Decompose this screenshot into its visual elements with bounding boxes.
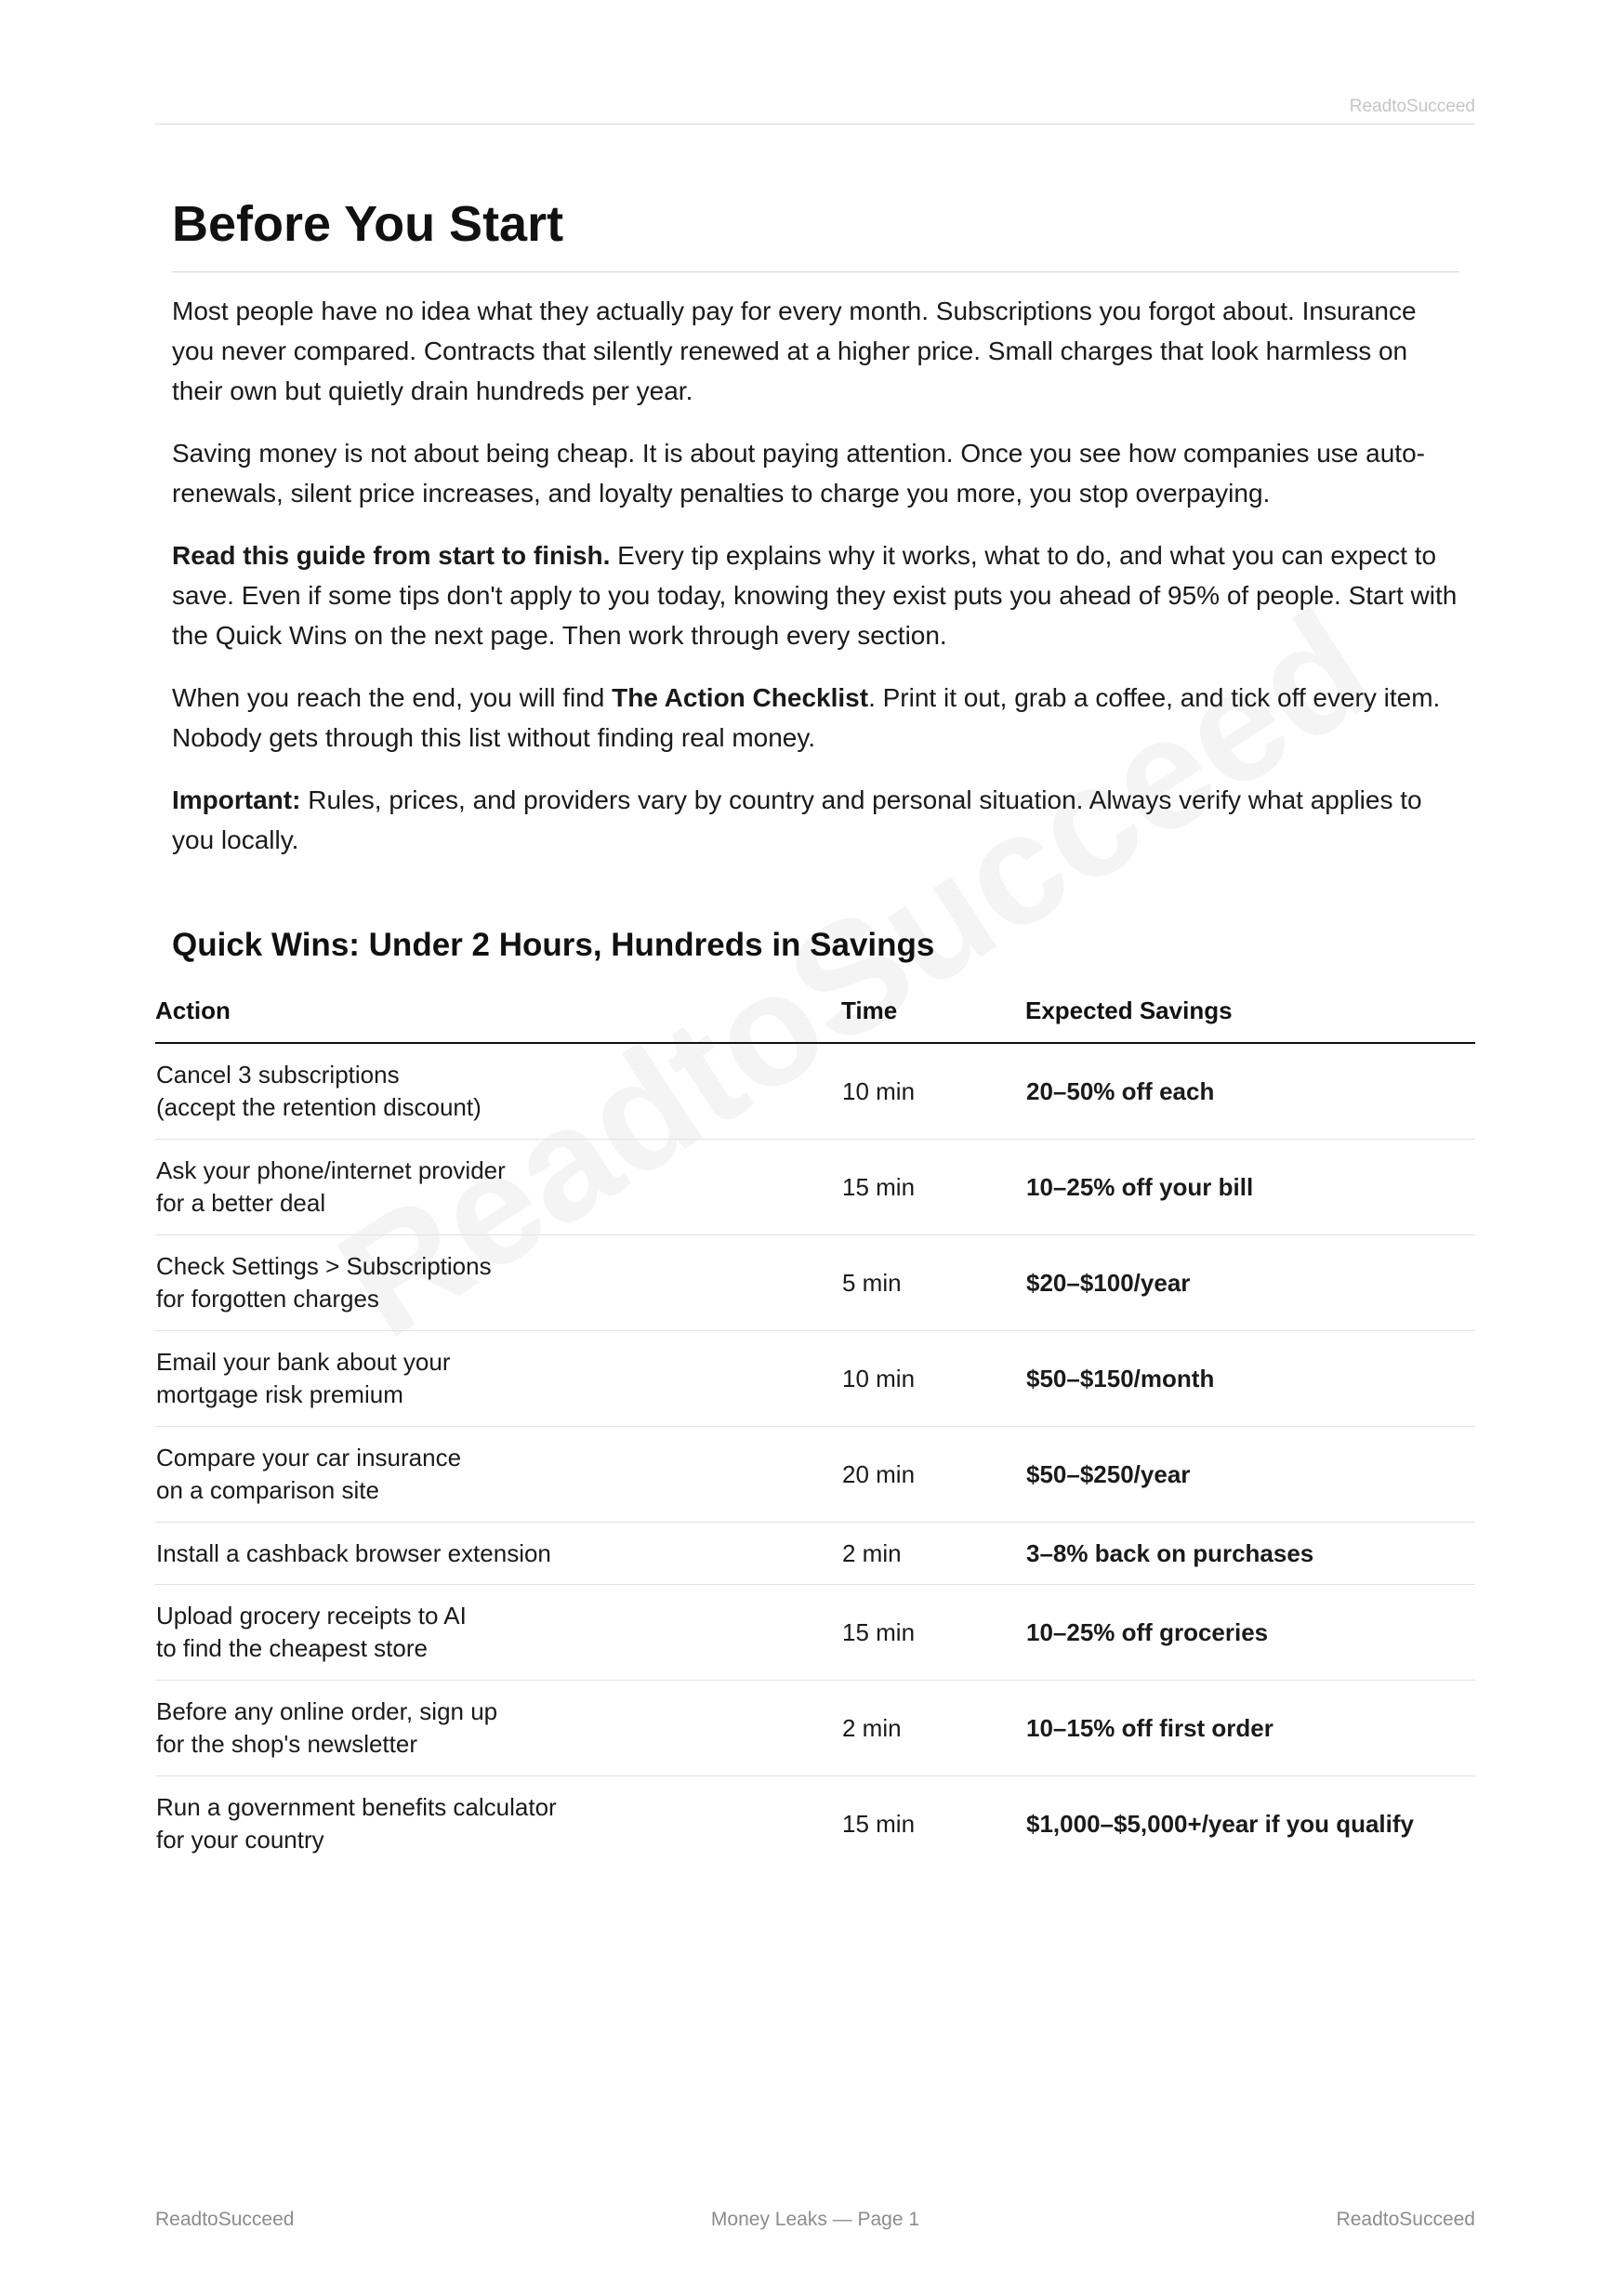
action-text-line: Install a cashback browser extension [156,1538,551,1567]
page-title: Before You Start [172,195,1459,272]
savings-cell: 10–25% off your bill [1025,1140,1475,1235]
savings-cell: 20–50% off each [1025,1043,1475,1140]
savings-cell: $50–$150/month [1025,1331,1475,1427]
table-row [155,1140,1475,1235]
intro-paragraph-4 [172,678,1459,758]
paragraph-3-bold-lead: Read this guide from start to finish. [172,541,611,570]
action-cell [155,1681,841,1776]
table-row [155,1776,1475,1872]
intro-paragraph-2: Saving money is not about being cheap. It is about paying attention. Once you see how companies use auto-renewals, silent price increases, and loyalty penalties to charge you more, you stop overpaying. [172,439,1425,508]
action-text-line: Cancel 3 subscriptions [156,1061,400,1089]
paragraph-5-bold-lead: Important: [172,785,301,814]
action-text-line: Compare your car insurance [156,1444,462,1471]
column-header-action: Action [155,985,841,1043]
page-footer [155,2209,1475,2237]
action-cell [155,1523,841,1585]
intro-paragraph-3 [172,535,1459,655]
time-cell: 2 min [841,1523,1025,1585]
time-cell: 2 min [841,1681,1025,1776]
table-row [155,1427,1475,1523]
table-header-row [155,985,1475,1043]
action-cell [155,1331,841,1427]
time-cell: 15 min [841,1140,1025,1235]
action-text-line: Ask your phone/internet provider [156,1156,506,1184]
action-text-line: Before any online order, sign up [156,1697,498,1725]
action-cell [155,1776,841,1872]
page-header [155,93,1475,125]
table-row [155,1681,1475,1776]
action-cell [155,1585,841,1681]
paragraph-3-text: Every tip explains why it works, what to do, and what you can expect to save. Even if some tips don't apply to you today, knowing they exist puts you ahead of 95% of people. Start with the Quick Wins on the next page. Then work through every section. [172,541,1458,650]
table-body [155,1043,1475,1871]
intro-paragraph-1: Most people have no idea what they actually pay for every month. Subscriptions you forgot about. Insurance you never compared. Contracts that silently renewed at a higher price. Small charges that look harmless on their own but quietly drain hundreds per year. [172,297,1417,405]
savings-cell: $50–$250/year [1025,1427,1475,1523]
action-text-line: Email your bank about your [156,1348,451,1376]
action-cell [155,1427,841,1523]
action-checklist-reference: The Action Checklist [612,683,869,712]
savings-cell: 3–8% back on purchases [1025,1523,1475,1585]
column-header-savings: Expected Savings [1025,985,1475,1043]
action-text-line: Run a government benefits calculator [156,1793,557,1821]
table-row [155,1585,1475,1681]
action-text-line: for your country [156,1826,324,1854]
paragraph-5-text: Rules, prices, and providers vary by country and personal situation. Always verify what applies to you locally. [172,785,1422,854]
header-brand: ReadtoSucceed [1349,97,1475,116]
paragraph-4-after: . Print it out, grab a coffee, and tick off every item. Nobody gets through this list without finding real money. [172,683,1441,752]
savings-cell: $1,000–$5,000+/year if you qualify [1026,1809,1414,1838]
time-cell: 5 min [841,1235,1025,1331]
column-header-time: Time [841,985,1025,1043]
time-cell: 20 min [841,1427,1025,1523]
action-cell [155,1235,841,1331]
savings-cell: 10–15% off first order [1025,1681,1475,1776]
action-text-line: mortgage risk premium [156,1380,403,1408]
paragraph-4-before: When you reach the end, you will find [172,683,613,712]
footer-page-label: Money Leaks — Page 1 [710,2209,920,2230]
action-text-line: for forgotten charges [156,1285,379,1313]
savings-cell: 10–25% off groceries [1025,1585,1475,1681]
table-row [155,1235,1475,1331]
action-text-line: (accept the retention discount) [156,1093,482,1121]
action-text-line: Check Settings > Subscriptions [156,1252,492,1280]
action-cell [155,1140,841,1235]
action-text-line: to find the cheapest store [156,1634,428,1662]
footer-brand-left: ReadtoSucceed [155,2209,295,2230]
intro-paragraph-5 [172,780,1459,860]
footer-brand-right: ReadtoSucceed [1336,2209,1475,2230]
action-text-line: Upload grocery receipts to AI [156,1602,467,1630]
time-cell: 10 min [841,1331,1025,1427]
action-text-line: for a better deal [156,1189,326,1217]
table-row [155,1043,1475,1140]
table-row [155,1523,1475,1585]
action-cell [155,1043,841,1140]
quick-wins-heading: Quick Wins: Under 2 Hours, Hundreds in Savings [172,927,935,963]
time-cell: 15 min [842,1809,916,1838]
quick-wins-table [155,985,1475,1871]
action-text-line: on a comparison site [156,1476,379,1504]
savings-cell: $20–$100/year [1025,1235,1475,1331]
intro-section [172,195,1459,860]
action-text-line: for the shop's newsletter [156,1730,417,1758]
table-row [155,1331,1475,1427]
time-cell: 15 min [841,1585,1025,1681]
time-cell: 10 min [841,1043,1025,1140]
